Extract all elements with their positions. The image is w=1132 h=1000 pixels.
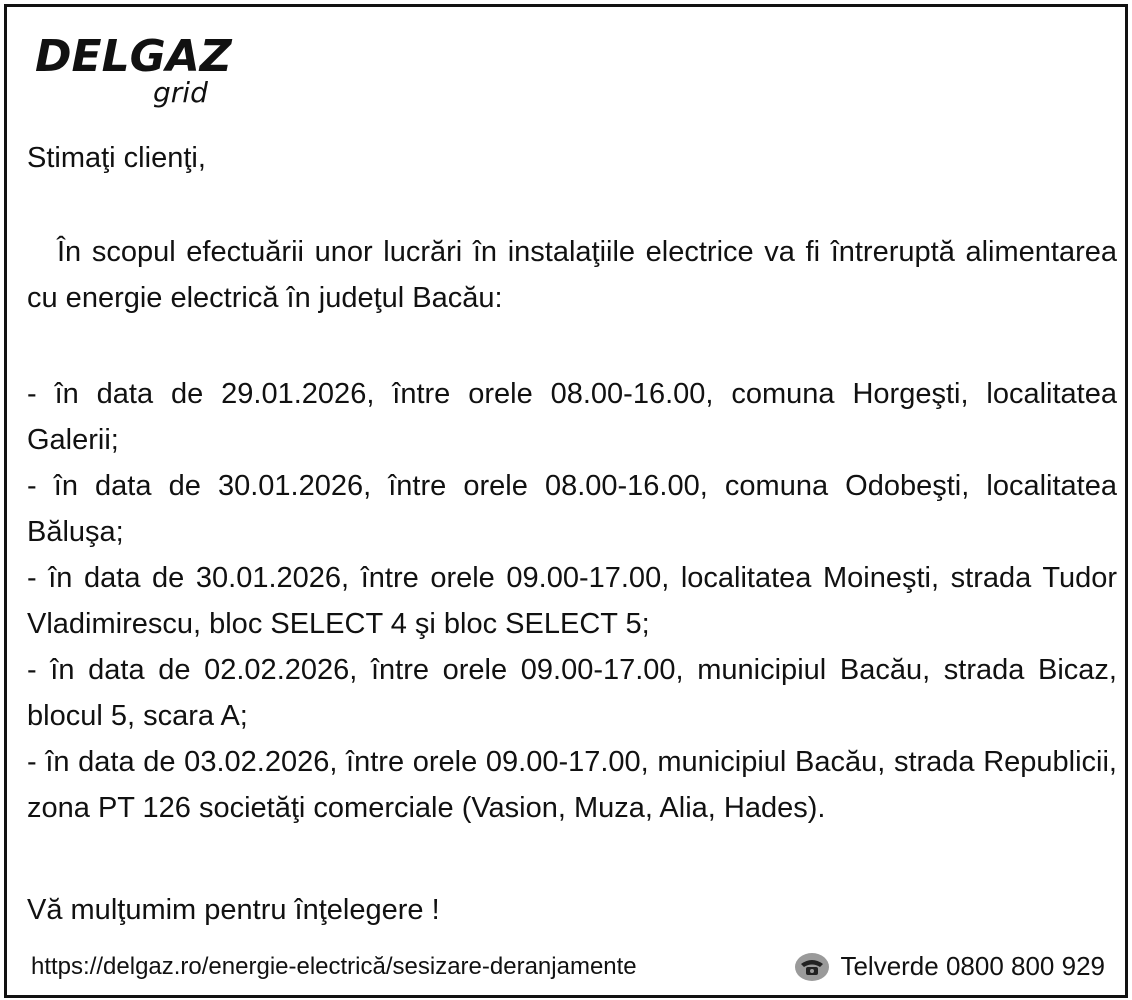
outage-list xyxy=(27,371,1117,831)
list-item: - în data de 30.01.2026, între orele 08.00-16.00, comuna Odobeşti, localitatea Băluşa; xyxy=(27,470,1117,548)
list-item: - în data de 03.02.2026, între orele 09.00-17.00, municipiul Bacău, strada Republicii, zona PT 126 societăţi comerciale (Vasion, Muza, Alia, Hades). xyxy=(27,746,1117,824)
delgaz-grid-logo xyxy=(35,31,235,115)
notice-frame xyxy=(4,4,1128,998)
closing-thanks: Vă mulţumim pentru înţelegere ! xyxy=(27,894,440,926)
intro-paragraph: În scopul efectuării unor lucrări în instalaţiile electrice va fi întreruptă alimentarea cu energie electrică în judeţul Bacău: xyxy=(27,236,1117,314)
logo-subtitle: grid xyxy=(153,76,208,109)
phone-number: Telverde 0800 800 929 xyxy=(840,951,1105,981)
logo-wordmark: DELGAZ xyxy=(35,31,232,82)
telephone-icon xyxy=(794,952,830,982)
footer-phone xyxy=(794,951,1105,982)
list-item: - în data de 29.01.2026, între orele 08.00-16.00, comuna Horgeşti, localitatea Galerii; xyxy=(27,378,1117,456)
footer-url[interactable]: https://delgaz.ro/energie-electrică/sesizare-deranjamente xyxy=(31,953,637,980)
greeting: Stimaţi clienţi, xyxy=(27,142,206,174)
list-item: - în data de 30.01.2026, între orele 09.00-17.00, localitatea Moineşti, strada Tudor Vladimirescu, bloc SELECT 4 şi bloc SELECT 5; xyxy=(27,562,1117,640)
list-item: - în data de 02.02.2026, între orele 09.00-17.00, municipiul Bacău, strada Bicaz, blocul 5, scara A; xyxy=(27,654,1117,732)
